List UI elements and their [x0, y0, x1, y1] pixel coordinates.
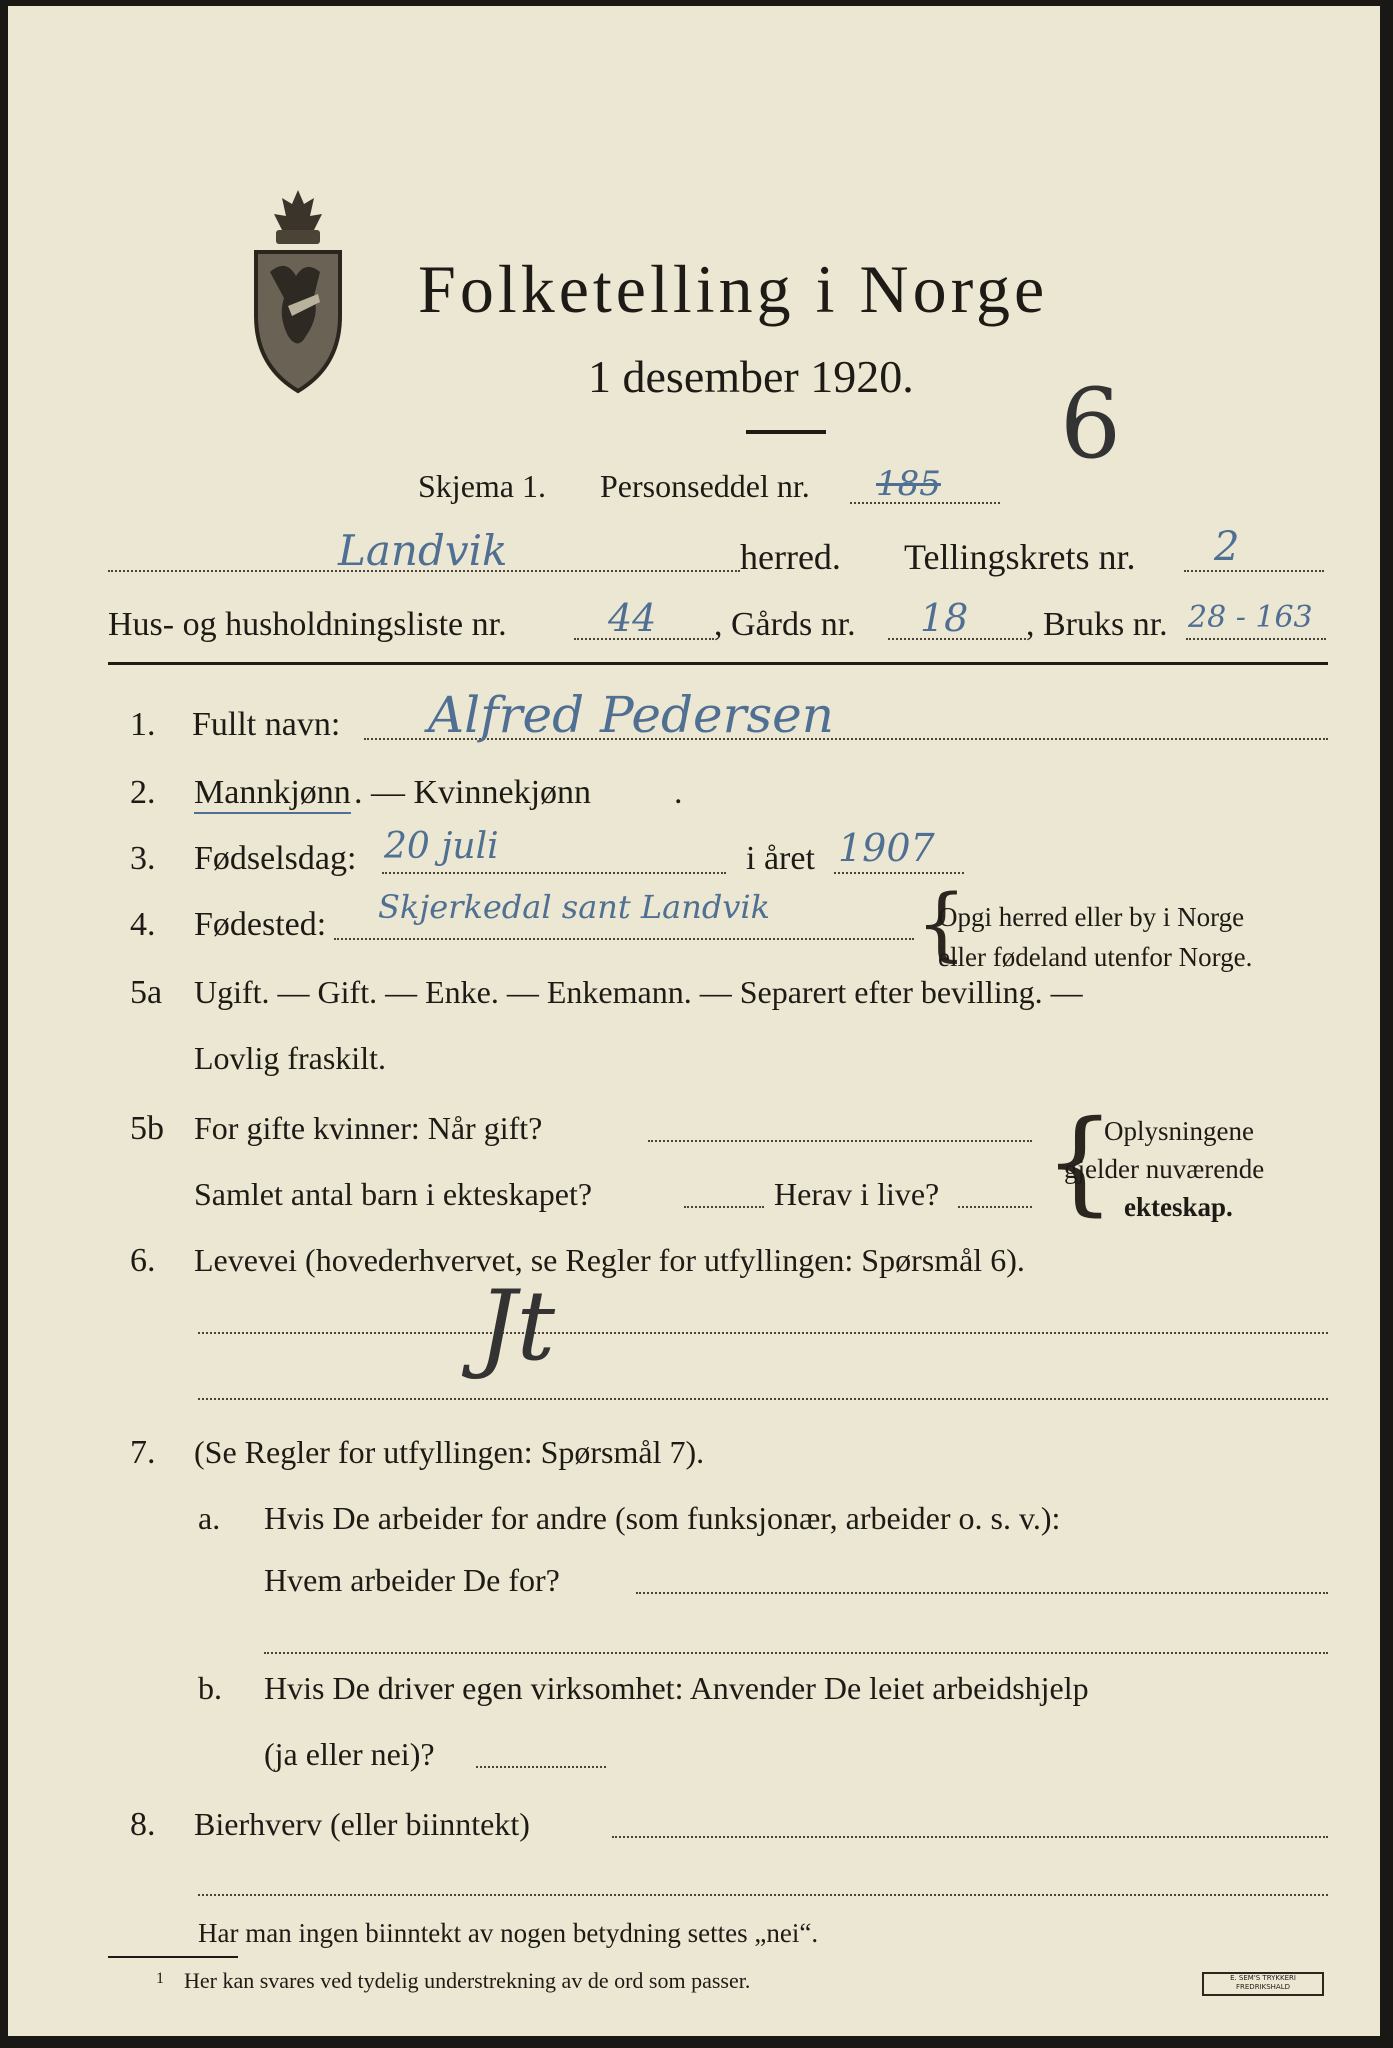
q3-day-line — [382, 872, 726, 874]
bruks-line — [1186, 638, 1326, 640]
herred-value: Landvik — [338, 526, 508, 575]
personseddel-label: Personseddel nr. — [600, 468, 810, 504]
q3-day-value: 20 juli — [384, 826, 499, 867]
q5a-line-1: Ugift. — Gift. — Enke. — Enkemann. — Separert efter bevilling. — — [194, 974, 1083, 1010]
personseddel-value: 185 — [876, 464, 941, 504]
q8-label: Bierhverv (eller biinntekt) — [194, 1806, 530, 1842]
q7-number: 7. — [130, 1434, 156, 1471]
q2-kvinnekjonn: . — Kvinnekjønn — [354, 774, 592, 811]
q4-value: Skjerkedal sant Landvik — [378, 888, 771, 926]
q3-year-value: 1907 — [838, 826, 935, 870]
q7b-line-1: Hvis De driver egen virksomhet: Anvender De leiet arbeidshjelp — [264, 1670, 1089, 1706]
q8-line-1 — [612, 1836, 1328, 1838]
tellingskrets-value: 2 — [1214, 524, 1240, 570]
q5b-line-2b: Herav i live? — [774, 1176, 940, 1212]
gards-value: 18 — [920, 596, 969, 640]
title-divider — [746, 430, 826, 434]
bruks-value: 28 - 163 — [1188, 600, 1313, 635]
hus-label: Hus- og husholdningsliste nr. — [108, 606, 507, 643]
footnote-text: Her kan svares ved tydelig understrekning av de ord som passer. — [184, 1968, 751, 1993]
tellingskrets-label: Tellingskrets nr. — [904, 537, 1136, 577]
q7a-line-1: Hvis De arbeider for andre (som funksjonær, arbeider o. s. v.): — [264, 1500, 1061, 1536]
q6-line-1 — [198, 1332, 1328, 1334]
q1-value: Alfred Pedersen — [428, 686, 834, 744]
q7-label: (Se Regler for utfyllingen: Spørsmål 7). — [194, 1434, 705, 1470]
q5b-married-line — [648, 1140, 1032, 1142]
q5b-children-line — [684, 1206, 764, 1208]
gards-label: , Gårds nr. — [714, 606, 856, 643]
printer-stamp: E. SEM'S TRYKKERI FREDRIKSHALD — [1202, 1972, 1324, 1996]
q7a-line-2: Hvem arbeider De for? — [264, 1562, 560, 1598]
form-title: Folketelling i Norge — [418, 251, 1049, 327]
q7b-letter: b. — [198, 1670, 222, 1706]
q4-number: 4. — [130, 906, 156, 943]
q2-number: 2. — [130, 774, 156, 811]
skjema-label: Skjema 1. — [418, 468, 546, 504]
q4-line — [334, 938, 914, 940]
q5b-alive-line — [958, 1206, 1032, 1208]
q3-label: Fødselsdag: — [194, 840, 357, 877]
q7b-line-2: (ja eller nei)? — [264, 1736, 435, 1772]
q5b-brace: { — [1044, 1097, 1116, 1227]
q7a-line — [636, 1592, 1328, 1594]
q5b-note-2: gjelder nuværende — [1064, 1154, 1265, 1184]
footnote-rule — [108, 1956, 238, 1958]
q4-note-1: Opgi herred eller by i Norge — [938, 902, 1245, 932]
q5a-number: 5a — [130, 974, 163, 1011]
q6-value: Jt — [478, 1270, 556, 1382]
q4-label: Fødested: — [194, 906, 327, 943]
hus-value: 44 — [608, 596, 657, 640]
q5a-line-2: Lovlig fraskilt. — [194, 1040, 386, 1076]
q1-label: Fullt navn: — [192, 706, 341, 743]
q4-note-2: eller fødeland utenfor Norge. — [938, 942, 1253, 972]
tellingskrets-line — [1184, 570, 1324, 572]
q8-note: Har man ingen biinntekt av nogen betydning settes „nei“. — [198, 1918, 819, 1948]
q6-number: 6. — [130, 1242, 156, 1279]
q5b-line-1: For gifte kvinner: Når gift? — [194, 1110, 543, 1146]
q5b-number: 5b — [130, 1110, 164, 1147]
bruks-label: , Bruks nr. — [1026, 606, 1168, 643]
q6-label: Levevei (hovederhvervet, se Regler for utfyllingen: Spørsmål 6). — [194, 1242, 1025, 1278]
q7a-line-extra — [264, 1652, 1328, 1654]
census-form-page — [8, 6, 1380, 2036]
corner-number: 6 — [1060, 368, 1122, 480]
q8-line-2 — [198, 1894, 1328, 1896]
q2-end: . — [674, 774, 683, 811]
q5b-note-1: Oplysningene — [1104, 1116, 1254, 1146]
q2-mannkjonn: Mannkjønn — [194, 774, 351, 814]
q5b-line-2a: Samlet antal barn i ekteskapet? — [194, 1176, 593, 1212]
q3-number: 3. — [130, 840, 156, 877]
footnote-mark: 1 — [156, 1970, 164, 1987]
q3-year-label: i året — [746, 840, 815, 877]
header-rule — [108, 662, 1328, 665]
q8-number: 8. — [130, 1806, 156, 1843]
q5b-note-3: ekteskap. — [1124, 1192, 1233, 1222]
q7a-letter: a. — [198, 1500, 221, 1536]
q6-line-2 — [198, 1398, 1328, 1400]
census-date: 1 desember 1920. — [588, 351, 914, 402]
q7b-line — [476, 1766, 606, 1768]
q3-year-line — [834, 872, 964, 874]
herred-label: herred. — [740, 537, 841, 577]
q1-number: 1. — [130, 706, 156, 743]
q4-brace: { — [916, 877, 967, 970]
coat-of-arms-icon — [248, 186, 348, 401]
